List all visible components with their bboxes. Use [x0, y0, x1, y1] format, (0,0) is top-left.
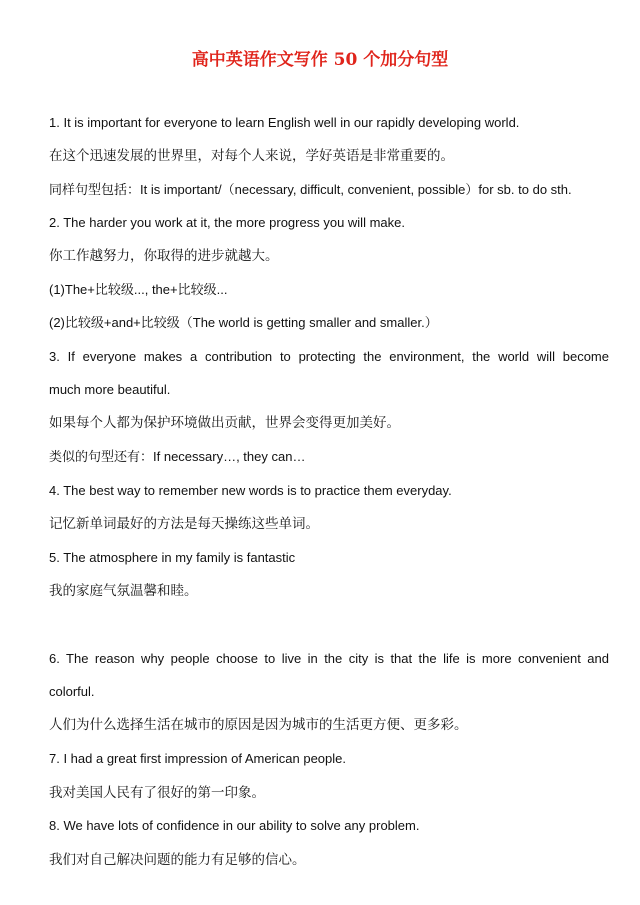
document-title: 高中英语作文写作 50 个加分句型 [191, 50, 449, 70]
sentence-4-chinese: 记忆新单词最好的方法是每天操练这些单词。 [49, 516, 319, 532]
sentence-2-pattern-1: (1)The+比较级..., the+比较级... [49, 282, 228, 297]
sentence-8-english: 8. We have lots of confidence in our ability to solve any problem. [49, 818, 420, 833]
sentence-3-english-line-2: much more beautiful. [49, 382, 171, 397]
sentence-3-english-line-1: 3. If everyone makes a contribution to protecting the environment, the world will become [49, 349, 609, 364]
sentence-4-english: 4. The best way to remember new words is to practice them everyday. [49, 483, 452, 498]
sentence-3-pattern-note: 类似的句型还有：If necessary…, they can… [49, 449, 306, 464]
sentence-2-chinese: 你工作越努力，你取得的进步就越大。 [49, 248, 279, 264]
sentence-5-english: 5. The atmosphere in my family is fantastic [49, 550, 296, 565]
sentence-6-english-line-2: colorful. [49, 684, 95, 699]
sentence-2-english: 2. The harder you work at it, the more progress you will make. [49, 215, 405, 230]
sentence-2-pattern-2: (2)比较级+and+比较级（The world is getting smaller and smaller.） [49, 315, 438, 330]
sentence-1-pattern-note: 同样句型包括：It is important/（necessary, difficult, convenient, possible）for sb. to do sth. [49, 182, 572, 197]
sentence-5-chinese: 我的家庭气氛温馨和睦。 [49, 583, 198, 599]
sentence-6-english-line-1: 6. The reason why people choose to live in the city is that the life is more convenient and [49, 651, 609, 666]
sentence-1-chinese: 在这个迅速发展的世界里，对每个人来说，学好英语是非常重要的。 [49, 148, 454, 164]
sentence-1-english: 1. It is important for everyone to learn English well in our rapidly developing world. [49, 115, 520, 130]
sentence-7-english: 7. I had a great first impression of American people. [49, 751, 346, 766]
sentence-6-chinese: 人们为什么选择生活在城市的原因是因为城市的生活更方便、更多彩。 [49, 717, 468, 733]
sentence-8-chinese: 我们对自己解决问题的能力有足够的信心。 [49, 852, 306, 868]
sentence-3-chinese: 如果每个人都为保护环境做出贡献，世界会变得更加美好。 [49, 415, 400, 431]
sentence-7-chinese: 我对美国人民有了很好的第一印象。 [49, 785, 265, 801]
